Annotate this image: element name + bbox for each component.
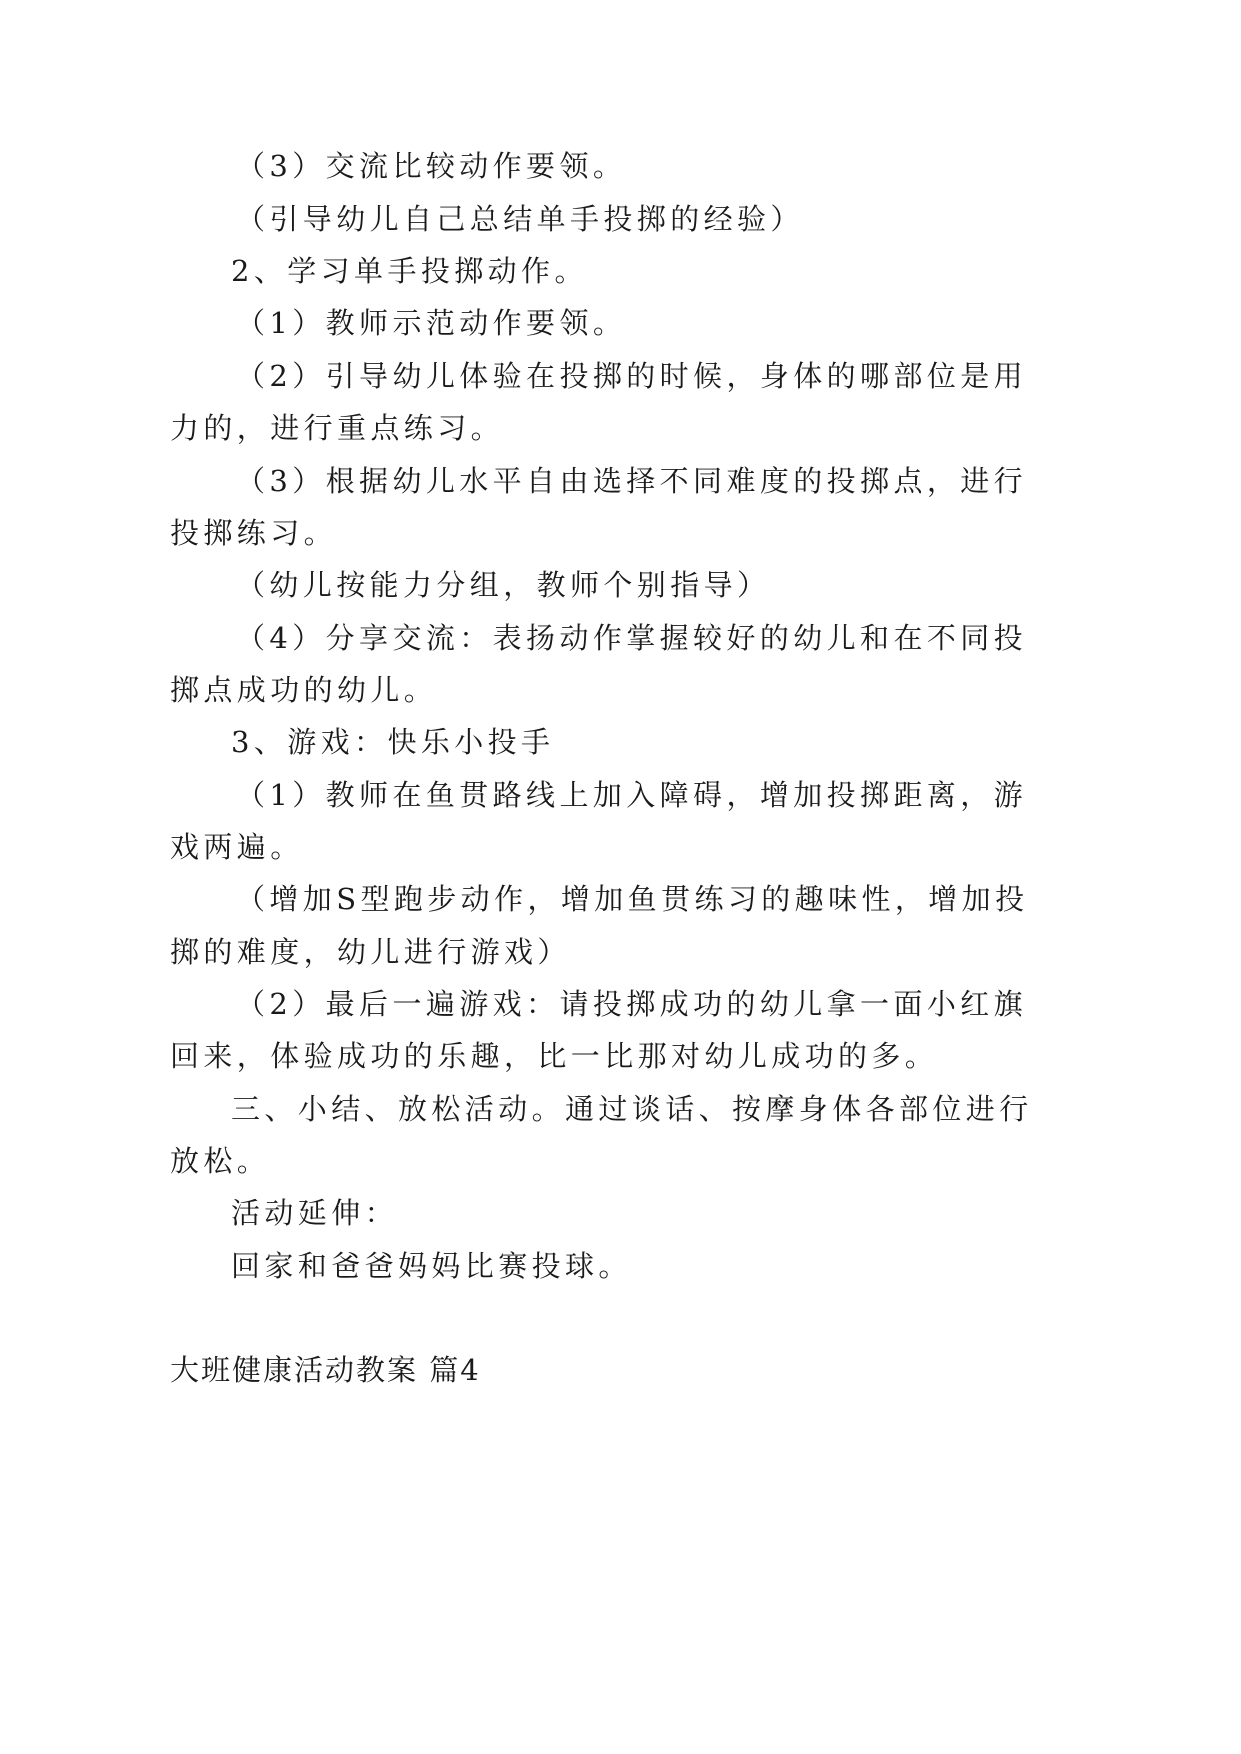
paragraph-line: 掷的难度，幼儿进行游戏） <box>170 935 571 969</box>
paragraph-line: （增加S型跑步动作，增加鱼贯练习的趣味性，增加投 <box>236 882 1029 916</box>
paragraph-line: （2）引导幼儿体验在投掷的时候，身体的哪部位是用 <box>236 359 1028 393</box>
paragraph-line: 回来，体验成功的乐趣，比一比那对幼儿成功的多。 <box>170 1039 939 1073</box>
paragraph-line: 投掷练习。 <box>170 516 338 550</box>
paragraph-line: 3、游戏：快乐小投手 <box>231 725 555 759</box>
paragraph-line: （引导幼儿自己总结单手投掷的经验） <box>236 202 804 236</box>
paragraph-line: 放松。 <box>170 1144 271 1178</box>
paragraph-line: 戏两遍。 <box>170 830 304 864</box>
paragraph-line: （3）根据幼儿水平自由选择不同难度的投掷点，进行 <box>236 464 1028 498</box>
paragraph-line: （2）最后一遍游戏：请投掷成功的幼儿拿一面小红旗 <box>236 987 1028 1021</box>
paragraph-line: （4）分享交流：表扬动作掌握较好的幼儿和在不同投 <box>236 621 1028 655</box>
paragraph-line: （1）教师在鱼贯路线上加入障碍，增加投掷距离，游 <box>236 778 1028 812</box>
paragraph-line: （3）交流比较动作要领。 <box>236 149 627 183</box>
paragraph-line: 回家和爸爸妈妈比赛投球。 <box>231 1249 632 1283</box>
section-title: 大班健康活动教案 篇4 <box>170 1353 481 1387</box>
paragraph-line: 活动延伸： <box>231 1196 399 1230</box>
paragraph-line: 2、学习单手投掷动作。 <box>231 254 588 288</box>
paragraph-line: （1）教师示范动作要领。 <box>236 306 627 340</box>
paragraph-line: 掷点成功的幼儿。 <box>170 673 438 707</box>
paragraph-line: 力的，进行重点练习。 <box>170 411 505 445</box>
paragraph-line: 三、小结、放松活动。通过谈话、按摩身体各部位进行 <box>231 1092 1033 1126</box>
paragraph-line: （幼儿按能力分组，教师个别指导） <box>236 568 771 602</box>
